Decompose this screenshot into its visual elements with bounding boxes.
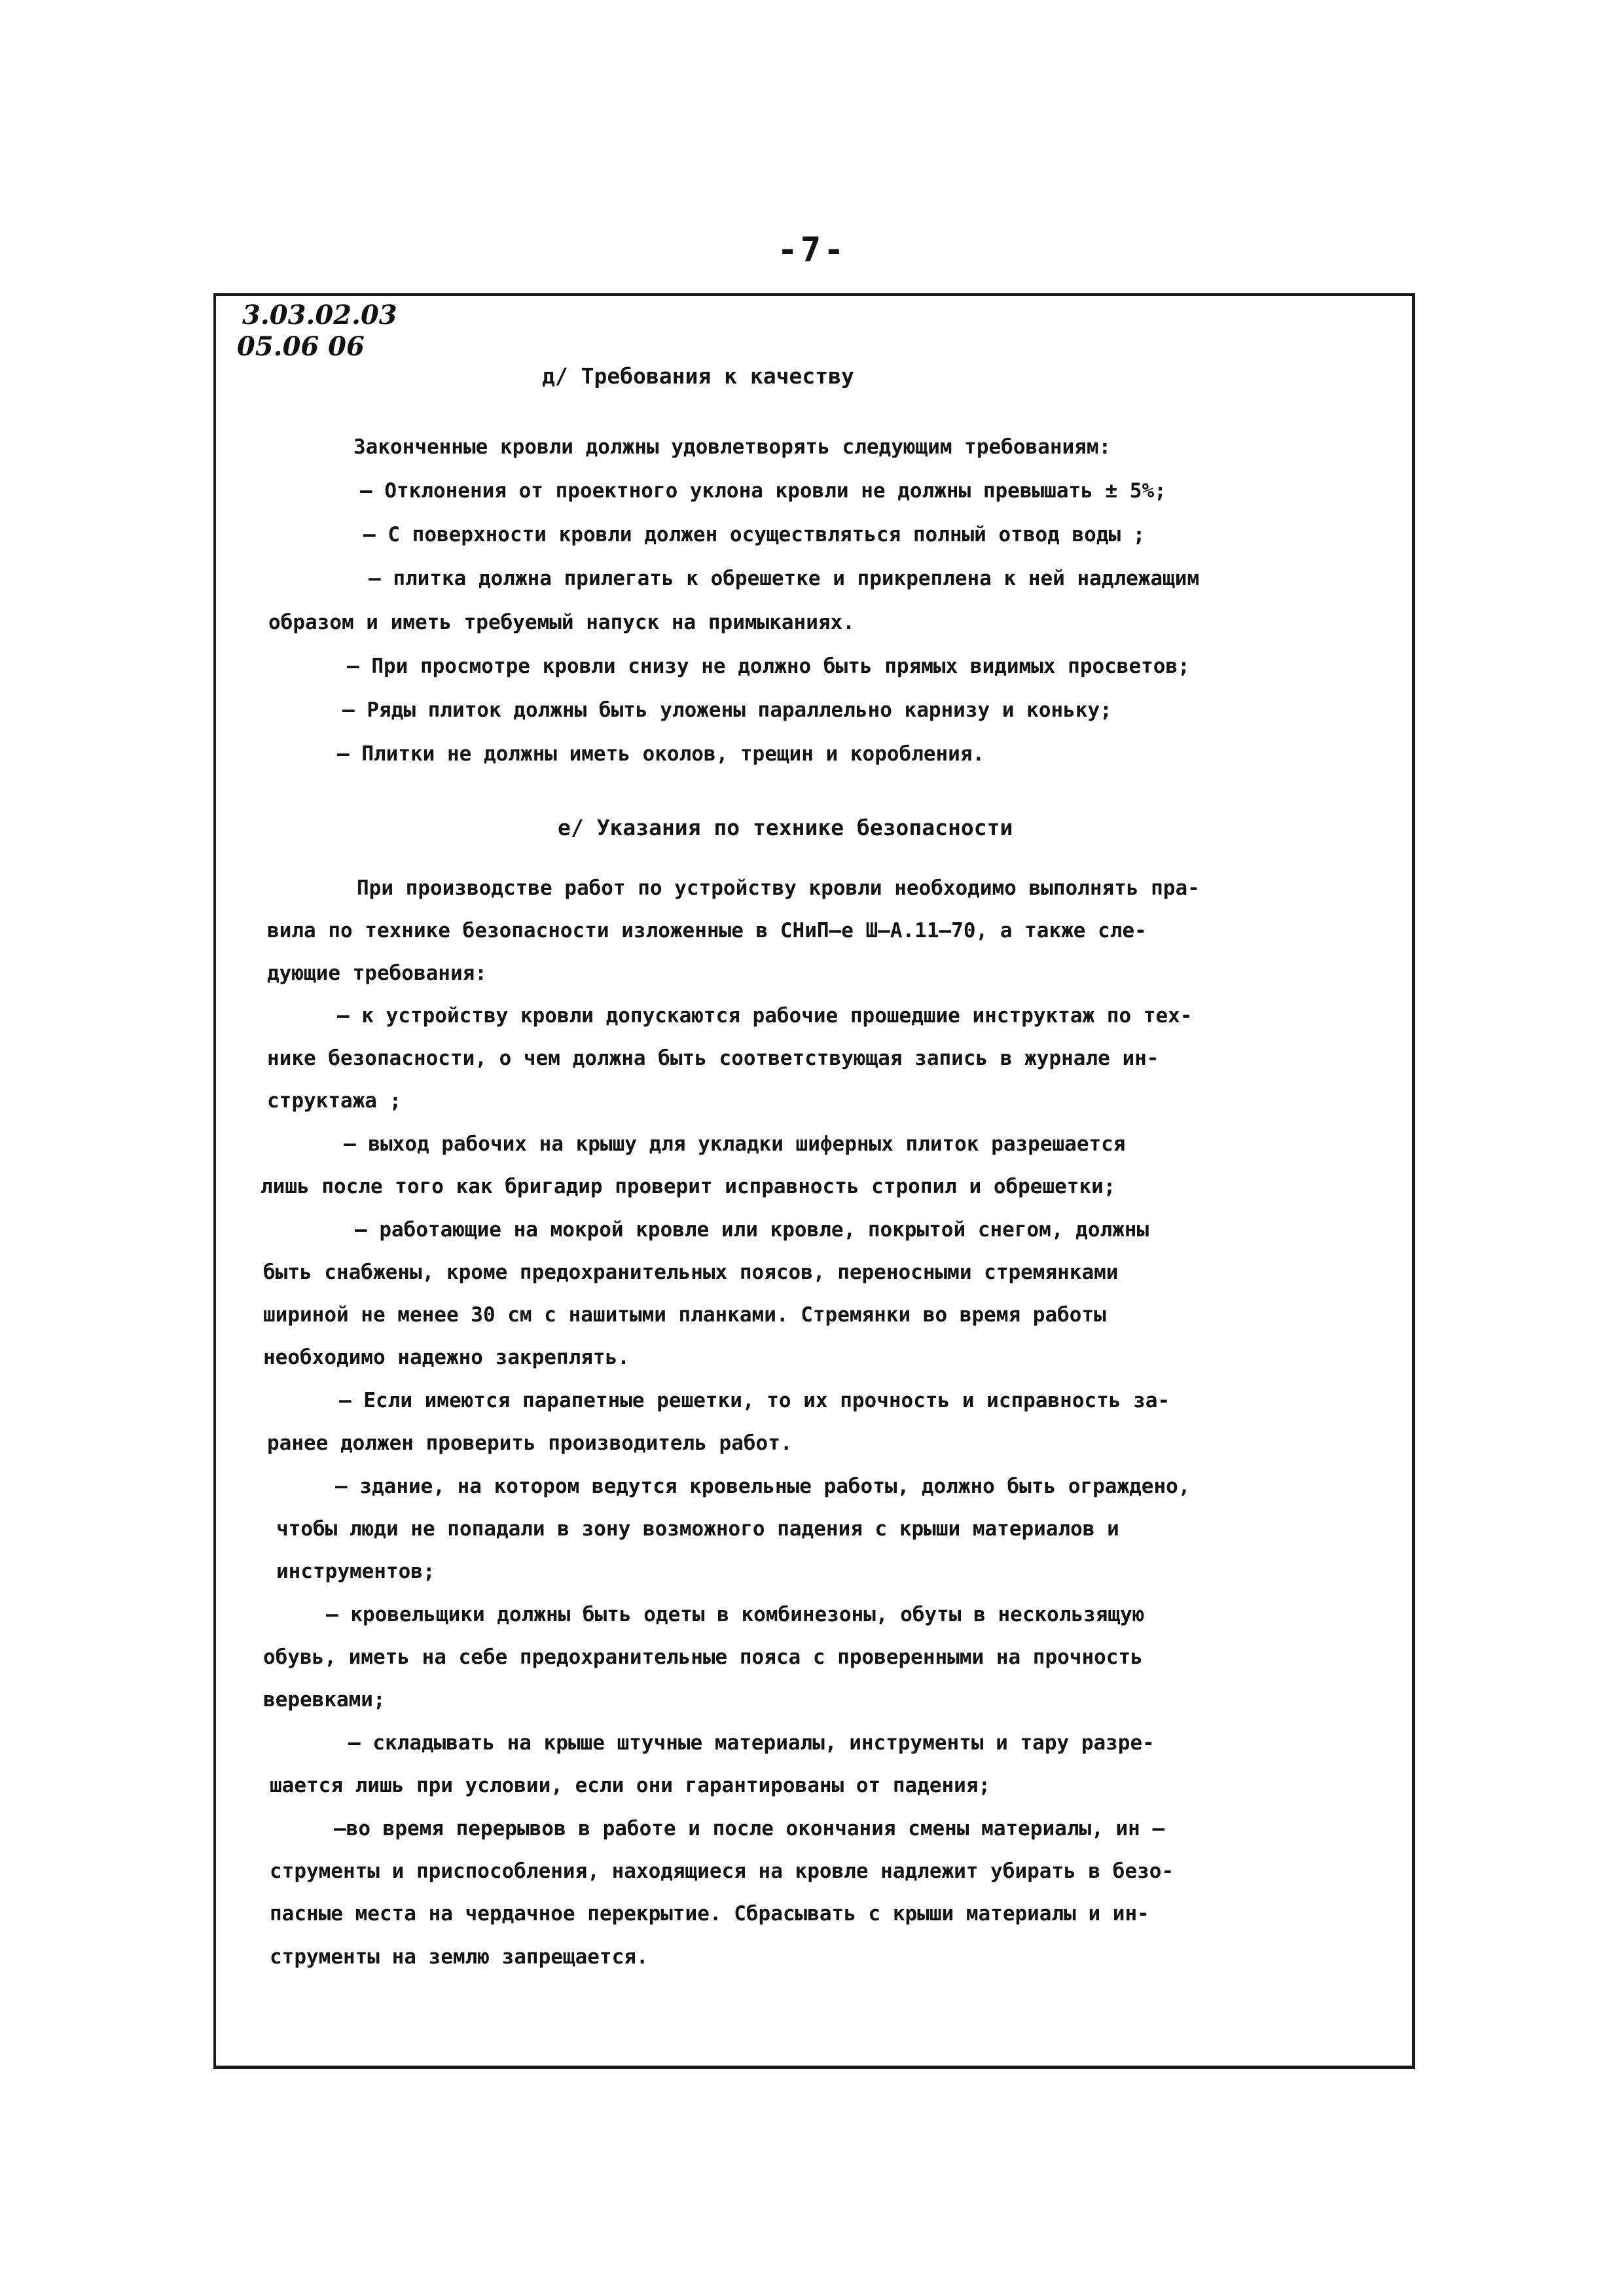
section-e-line: – работающие на мокрой кровле или кровле, покрытой снегом, должны	[355, 1218, 1149, 1242]
document-code-1: 3.03.02.03	[242, 300, 397, 331]
section-e-line: – складывать на крыше штучные материалы, инструменты и тару разре-	[348, 1731, 1155, 1755]
section-e-line: лишь после того как бригадир проверит исправность стропил и обрешетки;	[261, 1175, 1116, 1198]
section-e-line: веревками;	[263, 1688, 386, 1712]
section-d-line: – При просмотре кровли снизу не должно быть прямых видимых просветов;	[347, 655, 1190, 678]
section-e-line: – выход рабочих на крышу для укладки шиферных плиток разрешается	[344, 1132, 1126, 1156]
section-e-line: обувь, иметь на себе предохранительные пояса с проверенными на прочность	[263, 1645, 1143, 1669]
section-e-line: инструментов;	[276, 1560, 435, 1583]
section-d-line: – плитка должна прилегать к обрешетке и прикреплена к ней надлежащим	[369, 567, 1200, 590]
section-e-line: быть снабжены, кроме предохранительных поясов, переносными стремянками	[263, 1261, 1119, 1284]
section-e-title: е/ Указания по технике безопасности	[558, 815, 1013, 840]
document-code-2: 05.06 06	[237, 331, 365, 362]
section-e-line: вила по технике безопасности изложенные в СНиП–е Ш–А.11–70, а также сле-	[267, 919, 1147, 942]
section-e-line: пасные места на чердачное перекрытие. Сбрасывать с крыши материалы и ин-	[270, 1902, 1149, 1926]
section-d-line: образом и иметь требуемый напуск на примыканиях.	[268, 611, 855, 634]
section-d-line: – Ряды плиток должны быть уложены параллельно карнизу и коньку;	[342, 698, 1112, 722]
section-e-line: – здание, на котором ведутся кровельные работы, должно быть ограждено,	[335, 1475, 1191, 1498]
section-d-line: Законченные кровли должны удовлетворять следующим требованиям:	[353, 435, 1111, 459]
section-d-line: – Плитки не должны иметь околов, трещин и коробления.	[337, 742, 985, 766]
section-d-line: – С поверхности кровли должен осуществляться полный отвод воды ;	[363, 523, 1146, 547]
section-e-line: ранее должен проверить производитель работ.	[267, 1431, 793, 1455]
page-number: -7-	[777, 230, 847, 270]
section-e-line: – Если имеются парапетные решетки, то их прочность и исправность за-	[339, 1389, 1170, 1412]
section-e-line: – кровельщики должны быть одеты в комбинезоны, обуты в нескользящую	[326, 1603, 1145, 1626]
section-e-line: –во время перерывов в работе и после окончания смены материалы, ин –	[334, 1817, 1165, 1840]
section-d-line: – Отклонения от проектного уклона кровли не должны превышать ± 5%;	[360, 479, 1166, 503]
section-e-line: нике безопасности, о чем должна быть соответствующая запись в журнале ин-	[267, 1047, 1159, 1070]
section-e-line: При производстве работ по устройству кровли необходимо выполнять пра-	[357, 876, 1200, 900]
section-e-line: шается лишь при условии, если они гарантированы от падения;	[270, 1774, 991, 1797]
section-d-title: д/ Требования к качеству	[542, 363, 854, 389]
section-e-line: дующие требования:	[267, 961, 487, 985]
section-e-line: – к устройству кровли допускаются рабочие прошедшие инструктаж по тех-	[337, 1004, 1193, 1028]
section-e-line: струменты и приспособления, находящиеся на кровле надлежит убирать в безо-	[270, 1859, 1174, 1883]
section-e-line: шириной не менее 30 см с нашитыми планками. Стремянки во время работы	[263, 1303, 1106, 1327]
section-e-line: необходимо надежно закреплять.	[263, 1346, 630, 1369]
section-e-line: структажа ;	[267, 1089, 402, 1113]
section-e-line: чтобы люди не попадали в зону возможного падения с крыши материалов и	[276, 1517, 1119, 1541]
section-e-line: струменты на землю запрещается.	[270, 1945, 649, 1969]
